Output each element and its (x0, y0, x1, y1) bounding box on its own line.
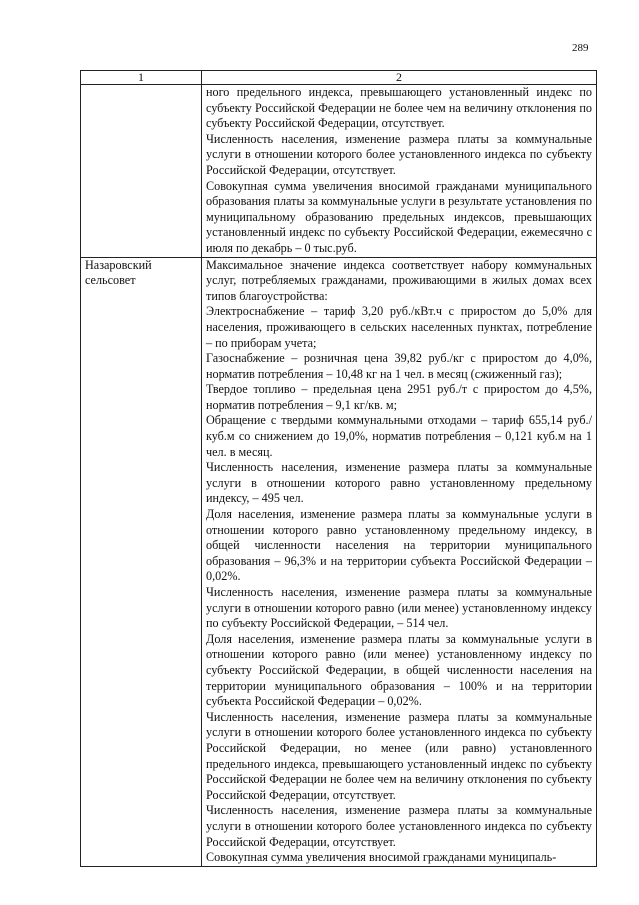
column-header-1: 1 (81, 71, 202, 85)
page-number: 289 (572, 42, 589, 54)
paragraph: Численность населения, изменение размера платы за коммунальные услуги в отношении которого равно (или менее) установленному индексу по субъекту Российской Федерации, – 514 чел. (206, 585, 592, 631)
paragraph: Обращение с твердыми коммунальными отходами – тариф 655,14 руб./куб.м со снижением до 19,0%, норматив потребления – 0,121 куб.м на 1 чел. в месяц. (206, 413, 592, 459)
description-cell (202, 85, 597, 258)
paragraph: Совокупная сумма увеличения вносимой гражданами муниципального образования платы за коммунальные услуги в результате установления по муниципальному образованию предельных индексов, превышающих установленный индекс по субъекту Российской Федерации, ежемесячно с июля по декабрь – 0 тыс.руб. (206, 178, 592, 255)
paragraph: Численность населения, изменение размера платы за коммунальные услуги в отношении которого более установленного индекса по субъекту Российской Федерации, отсутствует. (206, 131, 592, 177)
paragraph: Совокупная сумма увеличения вносимой гражданами муниципаль- (206, 850, 557, 865)
paragraph: ного предельного индекса, превышающего установленный индекс по субъекту Российской Федерации не более чем на величину отклонения по субъекту Российской Федерации, отсутствует. (206, 85, 592, 131)
table-row-continuation (81, 85, 597, 258)
paragraph: Доля населения, изменение размера платы за коммунальные услуги в отношении которого равно (или менее) установленному индексу по субъекту Российской Федерации, в общей численности населения на территории муниципального образования – 100% и на территории субъекта Российской Федерации – 0,02%. (206, 631, 592, 709)
paragraph: Максимальное значение индекса соответствует набору коммунальных услуг, потребляемых гражданами, проживающими в жилых домах всех типов благоустройства: (206, 257, 592, 303)
paragraph: Численность населения, изменение размера платы за коммунальные услуги в отношении которого более установленного индекса по субъекту Российской Федерации, отсутствует. (206, 803, 592, 849)
region-cell: Назаровский сельсовет (81, 257, 202, 866)
paragraph: Газоснабжение – розничная цена 39,82 руб./кг с приростом до 4,0%, норматив потребления – 10,48 кг на 1 чел. в месяц (сжиженный газ); (206, 351, 592, 381)
paragraph: Твердое топливо – предельная цена 2951 руб./т с приростом до 4,5%, норматив потребления – 9,1 кг/кв. м; (206, 382, 592, 412)
table-header-row (81, 71, 597, 85)
paragraph: Численность населения, изменение размера платы за коммунальные услуги в отношении которого равно установленному предельному индексу, – 495 чел. (206, 460, 592, 506)
table-row-nazarovsky (81, 257, 597, 866)
paragraph: Электроснабжение – тариф 3,20 руб./кВт.ч с приростом до 5,0% для населения, проживающего в сельских населенных пунктах, потребление – по приборам учета; (206, 304, 592, 350)
description-cell (202, 257, 597, 866)
tariff-table (80, 70, 597, 867)
paragraph: Доля населения, изменение размера платы за коммунальные услуги в отношении которого равно установленному предельному индексу, в общей численности населения на территории муниципального образования – 96,3% и на территории субъекта Российской Федерации – 0,02%. (206, 507, 592, 584)
paragraph: Численность населения, изменение размера платы за коммунальные услуги в отношении которого более установленного индекса по субъекту Российской Федерации, но менее (или равно) установленного предельного индекса, превышающего установленный индекс по субъекту Российской Федерации не более чем на величину отклонения по субъекту Российской Федерации, отсутствует. (206, 709, 592, 802)
column-header-2: 2 (202, 71, 597, 85)
region-cell (81, 85, 202, 258)
